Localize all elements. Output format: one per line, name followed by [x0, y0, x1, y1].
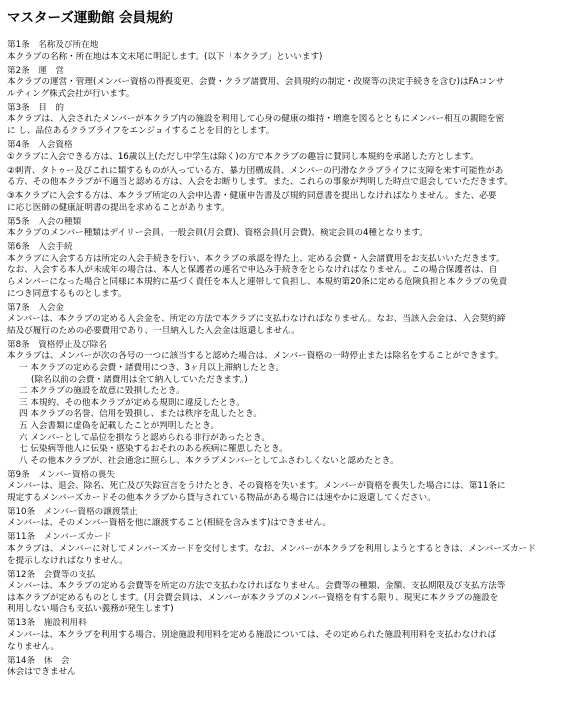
body-line: らメンバーになった場合と同様に本規約に基づく責任を本人と連帯して負担し、本規約第20条に定める危険負担と本クラブの免責 — [7, 277, 508, 288]
article-heading: 第3条 目 的 — [7, 102, 65, 113]
body-line: 本クラブは、メンバーに対してメンバーズカードを交付します。なお、メンバーが本クラブを利用しようとするときは、メンバーズカード — [7, 544, 536, 555]
body-line: に応じ医師の健康証明書の提出を求めることがあります。 — [7, 202, 230, 213]
body-line: に し、品位あるクラブライフをエンジョイすることを目的とします。 — [7, 125, 275, 136]
body-line: 本クラブは、入会されたメンバーが本クラブ内の施設を利用して心身の健康の維持・増進を図るとともにメンバー相互の親睦を密 — [7, 114, 505, 125]
list-item: 一 本クラブの定める会費・諸費用につき、3ヶ月以上滞納したとき。 — [19, 362, 285, 373]
document-title: マスターズ運動館 会員規約 — [7, 10, 174, 26]
body-line: 本クラブのメンバー種類はデイリー会員、一般会員(月会費)、資格会員(月会費)、検定会員の4種となります。 — [7, 228, 428, 239]
body-line: ③本クラブに入会する方は、本クラブ所定の入会申込書・健康申告書及び規約同意書を提出しなければなりません。また、必要 — [7, 191, 497, 202]
body-line: ルティング株式会社が行います。 — [7, 88, 135, 99]
body-line: なお、入会する本人が未成年の場合は、本人と保護者の連名で申込み手続きをとらなければなりません。この場合保護者は、自 — [7, 265, 498, 276]
article-heading: 第8条 資格停止及び除名 — [7, 339, 107, 350]
body-line: は本クラブが定めるものとします。(月会費会員は、メンバーが本クラブのメンバー資格を有する限り、現実に本クラブの施設を — [7, 592, 499, 603]
body-line: メンバーは、本クラブの定める会費等を所定の方法で支払わなければなりません。会費等の種類、金額、支払期限及び支払方法等 — [7, 581, 506, 592]
article-heading: 第14条 休 会 — [7, 655, 70, 666]
body-line: ②刺青、タトゥー及びこれに類するものが入っている方、暴力団構成員、メンバーの円滑なクラブライフに支障を来す可能性があ — [7, 165, 504, 176]
body-line: 本クラブの名称・所在地は本文末尾に明記します。(以下「本クラブ」といいます) — [7, 51, 323, 62]
article-heading: 第13条 施設利用料 — [7, 618, 87, 629]
body-line: メンバーは、そのメンバー資格を他に譲渡すること(相続を含みます)はできません。 — [7, 518, 331, 529]
list-item: 六 メンバーとして品位を損なうと認められる非行があったとき。 — [19, 432, 270, 443]
article-heading: 第5条 入会の種類 — [7, 216, 82, 227]
body-line: 本クラブは、メンバーが次の各号の一つに該当すると認めた場合は、メンバー資格の一時停止または除名をすることができます。 — [7, 351, 504, 362]
body-line: メンバーは、本クラブを利用する場合、別途施設利用料を定める施設については、その定められた施設利用料を支払わなければ — [7, 629, 497, 640]
article-heading: 第1条 名称及び所在地 — [7, 40, 99, 50]
body-line: につき同意するものとします。 — [7, 288, 127, 299]
article-heading: 第7条 入会金 — [7, 302, 65, 313]
list-item: 三 本規約、その他本クラブが定める規則に違反したとき。 — [19, 397, 245, 408]
body-line: 規定するメンバーズカードその他本クラブから貸与されている物品がある場合には速やかに返還してください。 — [7, 492, 436, 503]
list-item: 二 本クラブの施設を故意に毀損したとき。 — [19, 386, 185, 397]
body-line: 利用しない場合も支払い義務が発生します) — [7, 604, 174, 615]
article-heading: 第6条 入会手続 — [7, 242, 73, 253]
body-line: 休会はできません — [7, 667, 76, 678]
body-line: る方、その他本クラブが不適当と認める方は、入会をお断りします。また、これらの事象が判明した時点で退会していただきます。 — [7, 177, 513, 188]
body-line: を提示しなければなりません。 — [7, 555, 128, 566]
body-line: ①クラブに入会できる方は、16歳以上(ただし中学生は除く)の方で本クラブの趣旨に賛同し本規約を承諾した方とします。 — [7, 151, 479, 162]
body-line: なりません。 — [7, 641, 60, 652]
body-line: メンバーは、退会、除名、死亡及び失踪宣言をうけたとき、その資格を失います。メンバーが資格を喪失した場合には、第11条に — [7, 481, 506, 492]
body-line: 結及び履行のための必要費用であり、一旦納入した入会金は返還しません。 — [7, 325, 300, 336]
article-heading: 第12条 会費等の支払 — [7, 569, 96, 580]
list-item: 四 本クラブの名誉、信用を毀損し、または秩序を乱したとき。 — [19, 409, 263, 420]
body-line: 本クラブの運営・管理(メンバー資格の得喪変更、会費・クラブ諸費用、会員規約の制定・改廃等の決定手続きを含む)はFAコンサ — [7, 77, 505, 88]
article-heading: 第11条 メンバーズカード — [7, 532, 112, 543]
list-item: 七 伝染病等他人に伝染・感染するおそれのある疾病に罹患したとき。 — [19, 444, 288, 455]
article-heading: 第10条 メンバー資格の譲渡禁止 — [7, 506, 138, 517]
body-line: メンバーは、本クラブの定める入会金を、所定の方法で本クラブに支払わなければなりません。なお、当該入会金は、入会契約締 — [7, 314, 506, 325]
terms-body — [7, 40, 560, 679]
article-heading: 第9条 メンバー資格の喪失 — [7, 469, 115, 480]
list-item: 八 その他本クラブが、社会通念に照らし、本クラブメンバーとしてふさわしくないと認めたとき。 — [19, 455, 399, 466]
article-heading: 第4条 入会資格 — [7, 139, 73, 150]
list-item-note: (除名以前の会費・諸費用は全て納入していただきます。) — [31, 374, 248, 385]
list-item: 五 入会書類に虚偽を記載したことが判明したとき。 — [19, 420, 220, 431]
body-line: 本クラブに入会する方は所定の入会手続きを行い、本クラブの承認を得た上、定める会費・入会諸費用をお支払いいただきます。 — [7, 253, 505, 264]
article-heading: 第2条 運 営 — [7, 65, 65, 76]
